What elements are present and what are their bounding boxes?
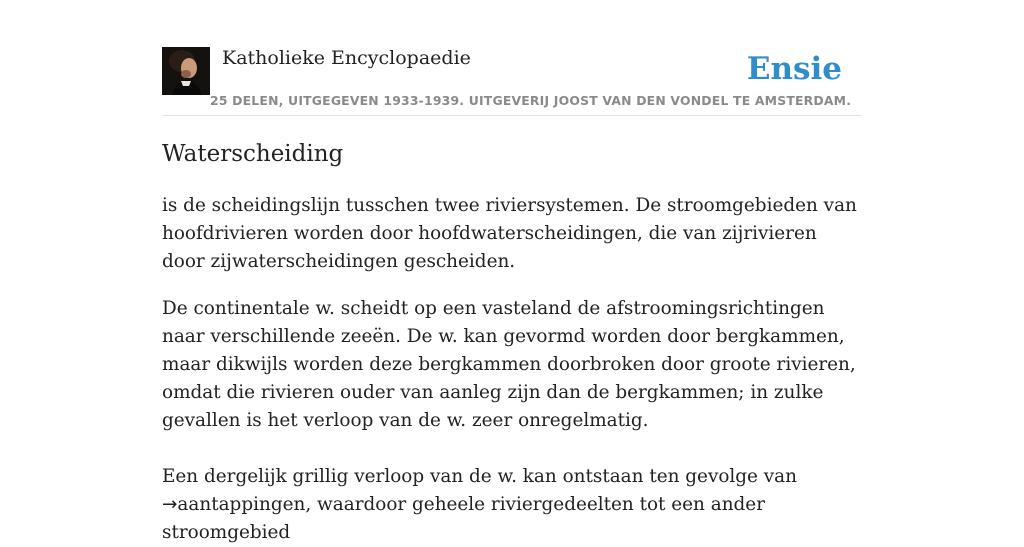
portrait-svg — [162, 47, 210, 95]
source-subtitle: 25 DELEN, UITGEGEVEN 1933-1939. UITGEVERIJ JOOST VAN DEN VONDEL TE AMSTERDAM. — [210, 93, 852, 108]
paragraph-2: De continentale w. scheidt op een vasteland de afstroomingsrichtingen naar verschillende zeeën. De w. kan gevormd worden door bergkammen, maar dikwijls worden deze bergkammen doorbroken door groote rivieren, omdat die rivieren ouder van aanleg zijn dan de bergkammen; in zulke gevallen is het verloop van de w. zeer onregelmatig. — [162, 298, 856, 431]
paragraph-1: is de scheidingslijn tusschen twee riviersystemen. De stroomgebieden van hoofdrivieren worden door hoofdwaterscheidingen, die van zijrivieren door zijwaterscheidingen gescheiden. — [162, 195, 857, 272]
header-divider — [162, 115, 862, 116]
paragraph-3-text-before: Een dergelijk grillig verloop van de w. kan ontstaan ten gevolge van — [162, 466, 797, 487]
paragraph-3-text-after: , waardoor geheele riviergedeelten tot een ander stroomgebied — [162, 494, 765, 543]
entry-title: Waterscheiding — [162, 141, 344, 167]
arrow-icon: → — [162, 494, 178, 515]
portrait-avatar-icon[interactable] — [162, 47, 210, 95]
paragraph-3 — [162, 463, 862, 547]
entry-body — [162, 192, 862, 547]
ensie-logo[interactable]: Ensie — [746, 51, 842, 87]
source-title[interactable]: Katholieke Encyclopaedie — [222, 47, 471, 69]
aantappingen-link[interactable]: aantappingen — [177, 494, 306, 515]
